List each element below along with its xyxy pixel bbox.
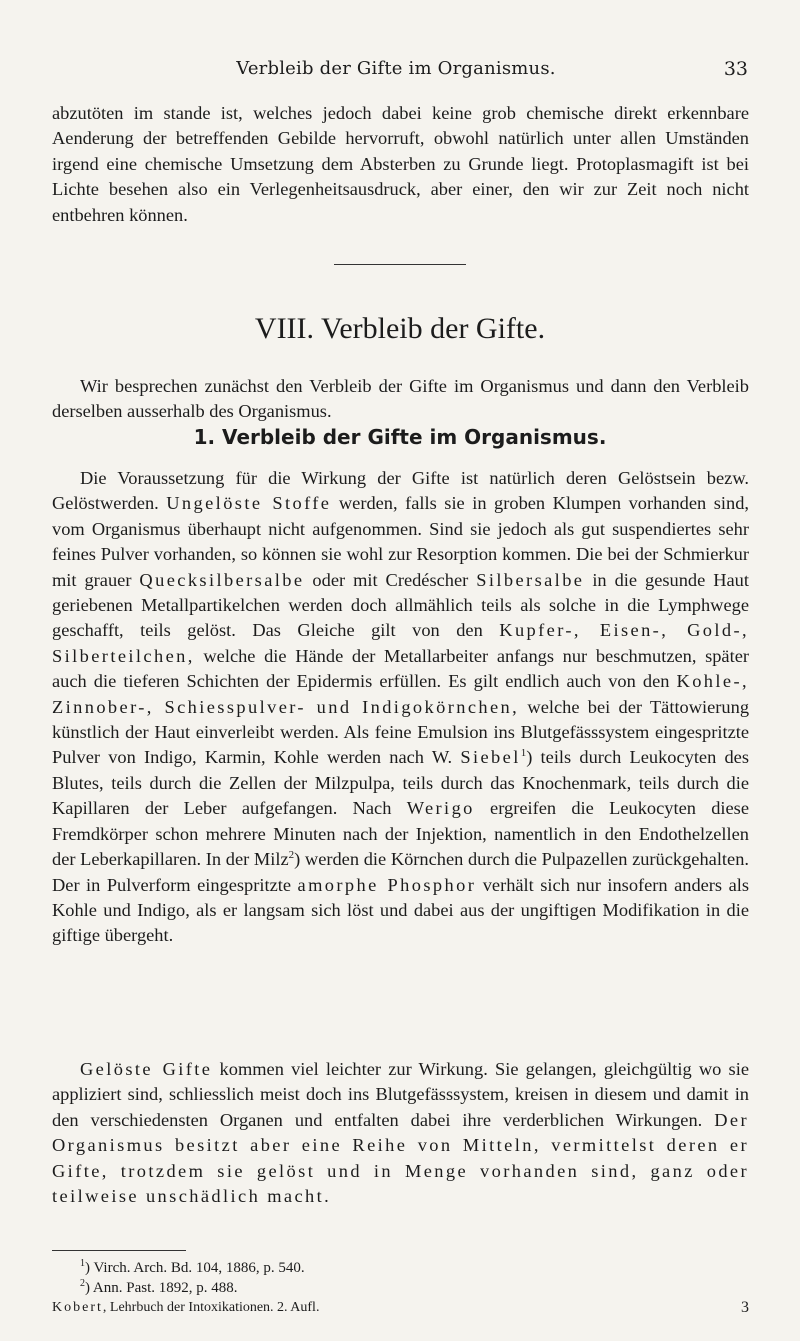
paragraph-dissolved-poisons: [52, 1057, 749, 1209]
emphasis-quecksilbersalbe: Quecksilbersalbe: [139, 569, 305, 590]
text-run: verhält sich nur insofern anders als Kohle und Indigo, als er langsam sich löst und dabei aus der ungiftigen Modifikation in die giftige übergeht.: [52, 874, 750, 946]
footnote-1: [52, 1258, 749, 1278]
footnote-ref-1[interactable]: 1: [520, 747, 527, 760]
section-divider: [334, 264, 466, 265]
emphasis-metal-particles: Kupfer-, Eisen-, Gold-, Silberteilchen,: [52, 620, 749, 666]
footnote-2: [52, 1278, 749, 1298]
text-run: welche die Hände der Metallarbeiter anfangs nur beschmutzen, später auch die tieferen Schichten der Epidermis erfüllen. Es gilt endlich auch von den: [52, 645, 749, 692]
footnotes: [52, 1258, 749, 1318]
imprint-line: [52, 1298, 749, 1318]
emphasis-geloeste-gifte: Gelöste Gifte: [80, 1059, 213, 1079]
footnote-mark: 1: [80, 1258, 85, 1269]
footnote-mark: 2: [80, 1278, 85, 1289]
text-run: welche bei der Tättowierung künstlich der Haut einverleibt werden. Als feine Emulsion ins Blutgefässsystem eingespritzte Pulver von Indigo, Karmin, Kohle werden nach W.: [52, 696, 750, 768]
author-werigo: Werigo: [406, 798, 475, 819]
imprint-text: , Lehrbuch der Intoxikationen. 2. Aufl.: [102, 1300, 320, 1315]
opening-paragraph: abzutöten im stande ist, welches jedoch dabei keine grob chemische direkt erkennbare Aenderung der betreffenden Gebilde hervorruft, obwohl natürlich unter allen Umständen irgend eine chemische Umsetzung dem Absterben zu Grunde liegt. Protoplasmagift ist bei Lichte besehen also ein Verlegenheitsausdruck, aber einer, den wir zur Zeit noch nicht entbehren können.: [52, 103, 749, 225]
emphasis-amorphe-phosphor: amorphe Phosphor: [297, 874, 477, 895]
chapter-intro: Wir besprechen zunächst den Verbleib der Gifte im Organismus und dann den Verbleib derselben ausserhalb des Organismus.: [52, 376, 749, 422]
imprint-author: Kobert: [52, 1300, 103, 1315]
imprint: [52, 1298, 319, 1318]
author-siebel: Siebel: [460, 747, 521, 768]
text-run: ) teils durch Leukocyten des Blutes, teils durch die Zellen der Milzpulpa, teils durch das Knochenmark, teils durch die Kapillaren der Leber aufgefangen. Nach: [52, 747, 749, 819]
emphasis-organismus-mittel: Der Organismus besitzt aber eine Reihe von Mitteln, vermittelst deren er Gifte, trotzdem sie gelöst und in Menge vorhanden sind, ganz oder teilweise unschädlich macht.: [52, 1109, 749, 1207]
footnote-ref-2[interactable]: 2: [288, 848, 295, 861]
text-run: werden, falls sie in groben Klumpen vorhanden sind, vom Organismus überhaupt nicht aufgenommen. Sind sie jedoch als gut suspendiertes sehr feines Pulver vorhanden, so können sie wohl zur Resorption kommen. Die bei der Schmierkur mit grauer: [52, 493, 749, 590]
text-run: ) werden die Körnchen durch die Pulpazellen zurückgehalten. Der in Pulverform eingespritzte: [52, 849, 749, 895]
page-number: 33: [723, 58, 748, 80]
signature-mark: 3: [741, 1299, 749, 1316]
paragraph-undissolved-poisons: [52, 466, 749, 949]
text-run: ergreifen die Leukocyten diese Fremdkörper schon mehrere Minuten nach der Injektion, namentlich in den Endothelzellen der Leberkapillaren. In der Milz: [52, 798, 749, 870]
chapter-title: VIII. Verbleib der Gifte.: [254, 312, 546, 345]
text-run: kommen viel leichter zur Wirkung. Sie gelangen, gleichgültig wo sie appliziert sind, schliesslich meist doch ins Blutgefässsystem, kreisen in diesem und damit in den verschiedensten Organen und entfalten dabei ihre verderblichen Wirkungen.: [52, 1059, 749, 1130]
footnote-divider: [52, 1250, 186, 1251]
text-run: in die gesunde Haut geriebenen Metallpartikelchen werden doch allmählich teils als solche in die Lymphwege geschafft, teils gelöst. Das Gleiche gilt von den: [52, 569, 749, 641]
emphasis-ungeloeste-stoffe: Ungelöste Stoffe: [166, 493, 332, 514]
emphasis-silbersalbe: Silbersalbe: [476, 569, 585, 590]
text-run: oder mit Credéscher: [304, 569, 477, 590]
running-title: Verbleib der Gifte im Organismus.: [236, 58, 556, 79]
footnote-text: ) Ann. Past. 1892, p. 488.: [85, 1280, 238, 1296]
emphasis-tattoo-particles: Kohle-, Zinnober-, Schiesspulver- und Indigokörnchen,: [52, 671, 749, 717]
footnote-text: ) Virch. Arch. Bd. 104, 1886, p. 540.: [85, 1260, 305, 1276]
text-run: Die Voraussetzung für die Wirkung der Gifte ist natürlich deren Gelöstsein bezw. Gelöstwerden.: [52, 468, 749, 514]
section-title: 1. Verbleib der Gifte im Organismus.: [193, 425, 607, 449]
